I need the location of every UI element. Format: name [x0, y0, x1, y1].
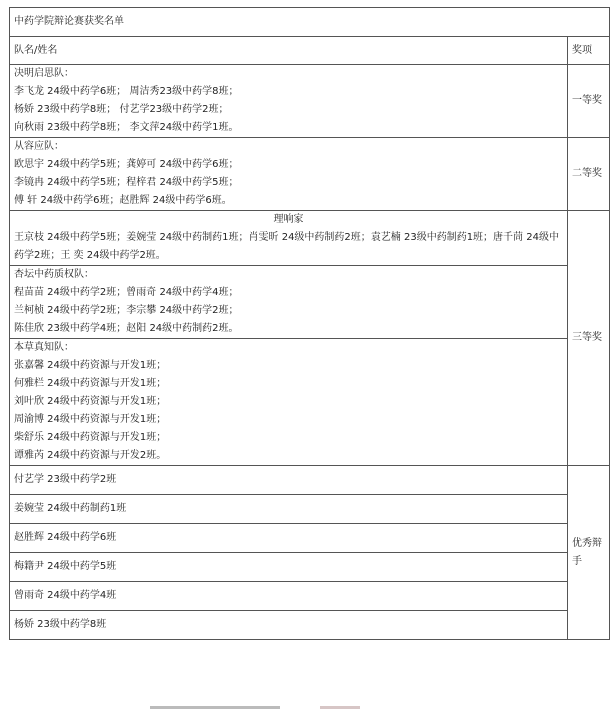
- second-prize-team: [10, 138, 568, 211]
- third-prize-row: [10, 339, 610, 466]
- third-prize-team-1: [10, 211, 568, 266]
- best-debater-row: [10, 611, 610, 640]
- best-debater-award: [568, 466, 610, 640]
- best-debater-row: [10, 495, 610, 524]
- team-name: 从容应队：: [14, 141, 64, 152]
- award-label: 优秀辩手: [572, 537, 602, 567]
- name-column-header: 队名/姓名: [10, 37, 568, 65]
- best-debater-person: 付艺学 23级中药学2班: [10, 466, 568, 495]
- member-line: 欧思宇 24级中药学5班；龚婷可 24级中药学6班；: [14, 159, 239, 170]
- member-line: 柴舒乐 24级中药资源与开发1班；: [14, 432, 167, 443]
- second-prize-award: [568, 138, 610, 211]
- first-prize-row: [10, 65, 610, 138]
- member-line: 傅 轩 24级中药学6班；赵胜辉 24级中药学6班。: [14, 195, 232, 206]
- member-line: 兰柯桢 24级中药学2班；李宗攀 24级中药学2班；: [14, 305, 239, 316]
- member-paragraph: 王京枝 24级中药学5班；姜婉莹 24级中药制药1班；肖雯昕 24级中药制药2班；袁艺楠 23级中药制药1班；唐千茼 24级中药学2班；王 奕 24级中药学2班。: [14, 232, 559, 261]
- team-name: 本草真知队：: [14, 342, 74, 353]
- third-prize-team-2: [10, 266, 568, 339]
- best-debater-person: 姜婉莹 24级中药制药1班: [10, 495, 568, 524]
- team-name: 决明启思队：: [14, 68, 74, 79]
- best-debater-row: [10, 582, 610, 611]
- award-label: 二等奖: [572, 168, 602, 179]
- award-label: 三等奖: [572, 332, 602, 343]
- member-line: 张嘉馨 24级中药资源与开发1班；: [14, 360, 167, 371]
- team-name: 杏坛中药质权队：: [14, 269, 94, 280]
- member-line: 何雅栏 24级中药资源与开发1班；: [14, 378, 167, 389]
- best-debater-row: [10, 524, 610, 553]
- third-prize-row: [10, 211, 610, 266]
- member-line: 刘叶欣 24级中药资源与开发1班；: [14, 396, 167, 407]
- member-line: 谭雅芮 24级中药资源与开发2班。: [14, 450, 167, 461]
- team-name: 理响家: [273, 214, 304, 225]
- title-row: [10, 8, 610, 37]
- member-line: 杨娇 23级中药学8班； 付艺学23级中药学2班；: [14, 104, 229, 115]
- member-line: 周渝博 24级中药资源与开发1班；: [14, 414, 167, 425]
- best-debater-row: [10, 466, 610, 495]
- best-debater-person: 曾雨奇 24级中药学4班: [10, 582, 568, 611]
- best-debater-person: 赵胜辉 24级中药学6班: [10, 524, 568, 553]
- third-prize-team-3: [10, 339, 568, 466]
- award-column-header: 奖项: [568, 37, 610, 65]
- header-row: [10, 37, 610, 65]
- award-list-table: [9, 7, 610, 640]
- best-debater-person: 杨娇 23级中药学8班: [10, 611, 568, 640]
- first-prize-team: [10, 65, 568, 138]
- member-line: 李镜冉 24级中药学5班；程梓君 24级中药学5班；: [14, 177, 239, 188]
- first-prize-award: [568, 65, 610, 138]
- member-line: 李飞龙 24级中药学6班； 周洁秀23级中药学8班；: [14, 86, 239, 97]
- table-title: 中药学院辩论赛获奖名单: [10, 8, 610, 37]
- member-line: 陈佳欣 23级中药学4班；赵阳 24级中药制药2班。: [14, 323, 239, 334]
- third-prize-row: [10, 266, 610, 339]
- second-prize-row: [10, 138, 610, 211]
- best-debater-row: [10, 553, 610, 582]
- best-debater-person: 梅籍尹 24级中药学5班: [10, 553, 568, 582]
- award-label: 一等奖: [572, 95, 602, 106]
- member-line: 程苗苗 24级中药学2班；曾雨奇 24级中药学4班；: [14, 287, 239, 298]
- third-prize-award: [568, 211, 610, 466]
- member-line: 向秋雨 23级中药学8班； 李文萍24级中药学1班。: [14, 122, 239, 133]
